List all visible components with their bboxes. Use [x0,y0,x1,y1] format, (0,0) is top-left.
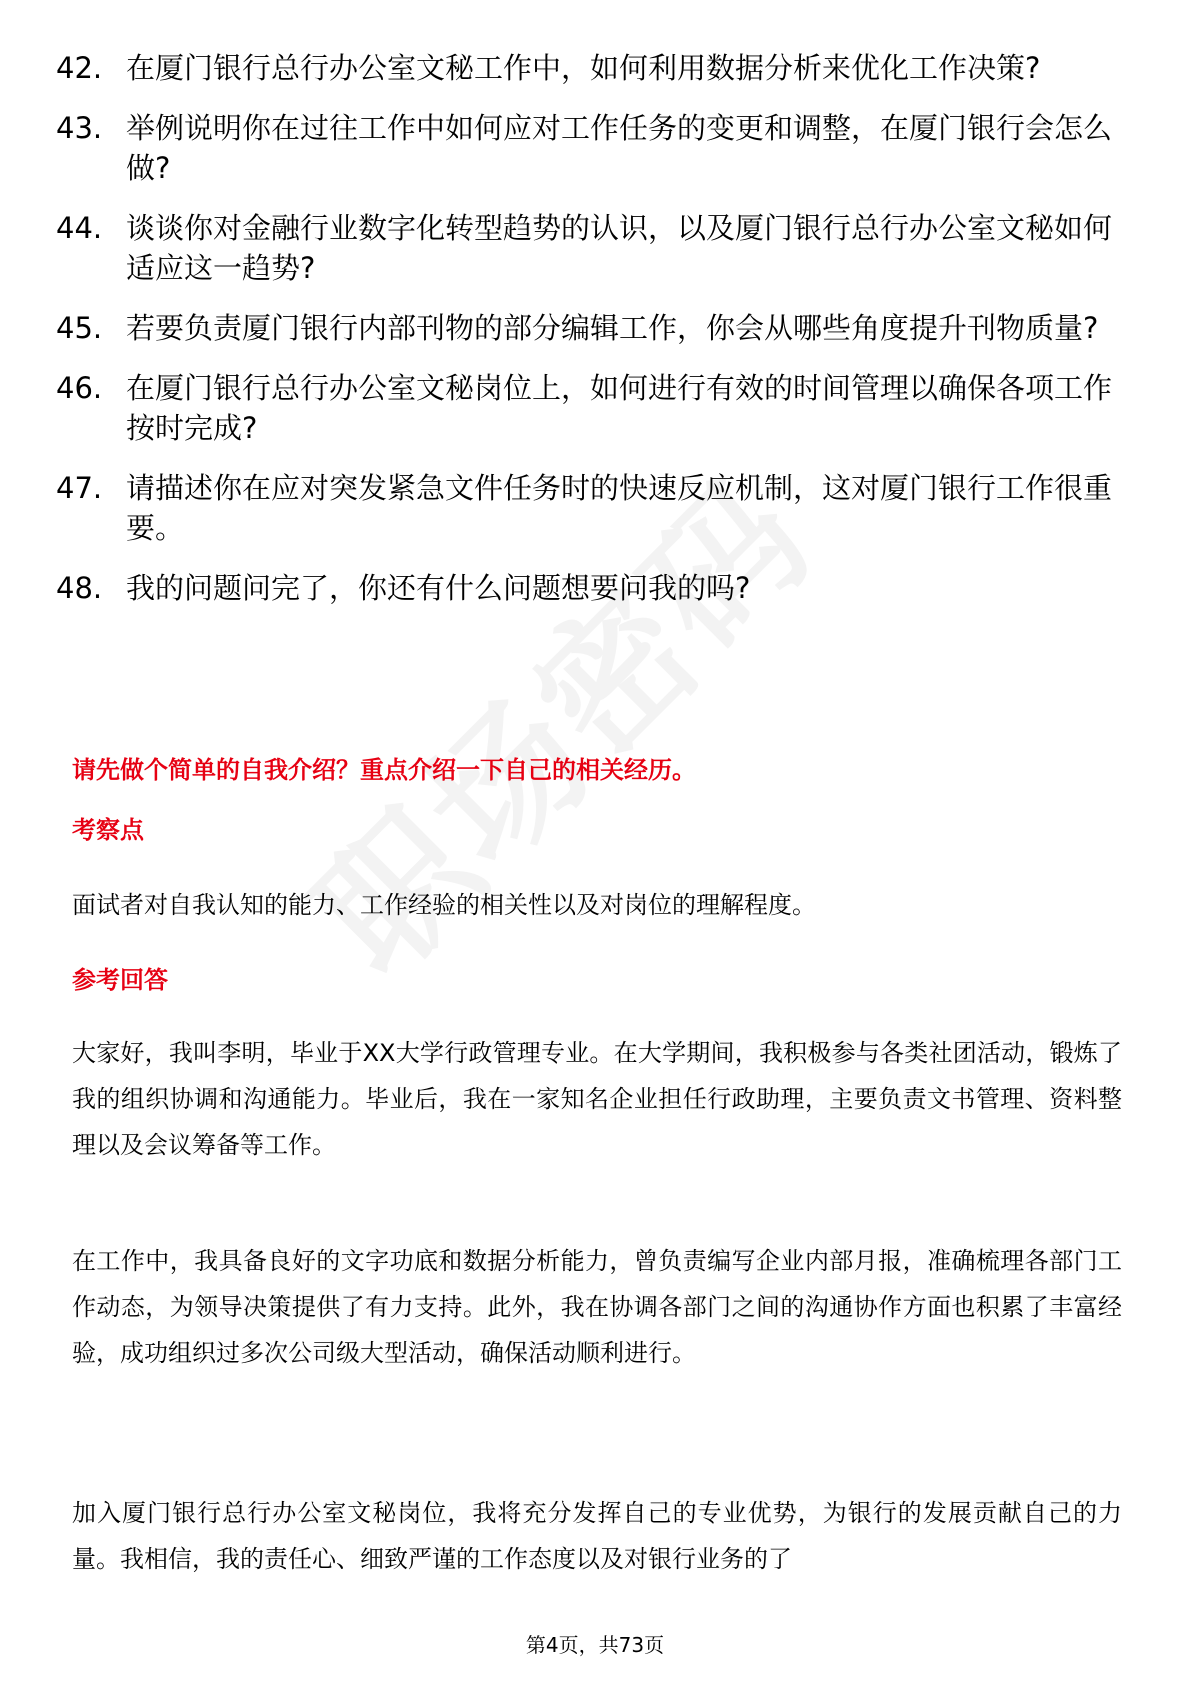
answer-paragraph-1: 大家好，我叫李明，毕业于XX大学行政管理专业。在大学期间，我积极参与各类社团活动，锻炼了我的组织协调和沟通能力。毕业后，我在一家知名企业担任行政助理，主要负责文书管理、资料整理以及会议筹备等工作。 [72,1039,1122,1159]
question-text: 请描述你在应对突发紧急文件任务时的快速反应机制，这对厦门银行工作很重要。 [126,471,1113,545]
question-number: 46. [56,371,103,405]
list-item [56,108,1136,188]
page-footer: 第4页，共73页 [525,1633,665,1657]
question-text: 在厦门银行总行办公室文秘岗位上，如何进行有效的时间管理以确保各项工作按时完成? [126,371,1113,445]
answer-paragraph-3: 加入厦门银行总行办公室文秘岗位，我将充分发挥自己的专业优势，为银行的发展贡献自己的力量。我相信，我的责任心、细致严谨的工作态度以及对银行业务的了 [72,1499,1122,1573]
list-item [56,468,1136,548]
list-item [56,308,1136,348]
answer-paragraph-2: 在工作中，我具备良好的文字功底和数据分析能力，曾负责编写企业内部月报，准确梳理各部门工作动态，为领导决策提供了有力支持。此外，我在协调各部门之间的沟通协作方面也积累了丰富经验，成功组织过多次公司级大型活动，确保活动顺利进行。 [72,1247,1122,1367]
question-text: 举例说明你在过往工作中如何应对工作任务的变更和调整，在厦门银行会怎么做? [126,111,1113,185]
question-text: 我的问题问完了，你还有什么问题想要问我的吗? [126,571,751,605]
section-label-answer: 参考回答 [72,966,168,994]
list-item [56,368,1136,448]
question-number: 44. [56,211,103,245]
list-item [56,48,1136,88]
points-text: 面试者对自我认知的能力、工作经验的相关性以及对岗位的理解程度。 [72,891,816,919]
question-text: 在厦门银行总行办公室文秘工作中，如何利用数据分析来优化工作决策? [126,51,1041,85]
question-list [56,48,1136,628]
question-number: 43. [56,111,103,145]
section-label-points: 考察点 [72,816,144,844]
question-number: 42. [56,51,103,85]
list-item [56,568,1136,608]
highlight-question: 请先做个简单的自我介绍？重点介绍一下自己的相关经历。 [72,756,696,784]
question-text: 谈谈你对金融行业数字化转型趋势的认识，以及厦门银行总行办公室文秘如何适应这一趋势? [126,211,1113,285]
list-item [56,208,1136,288]
question-text: 若要负责厦门银行内部刊物的部分编辑工作，你会从哪些角度提升刊物质量? [126,311,1099,345]
question-number: 45. [56,311,103,345]
question-number: 47. [56,471,103,505]
question-number: 48. [56,571,103,605]
